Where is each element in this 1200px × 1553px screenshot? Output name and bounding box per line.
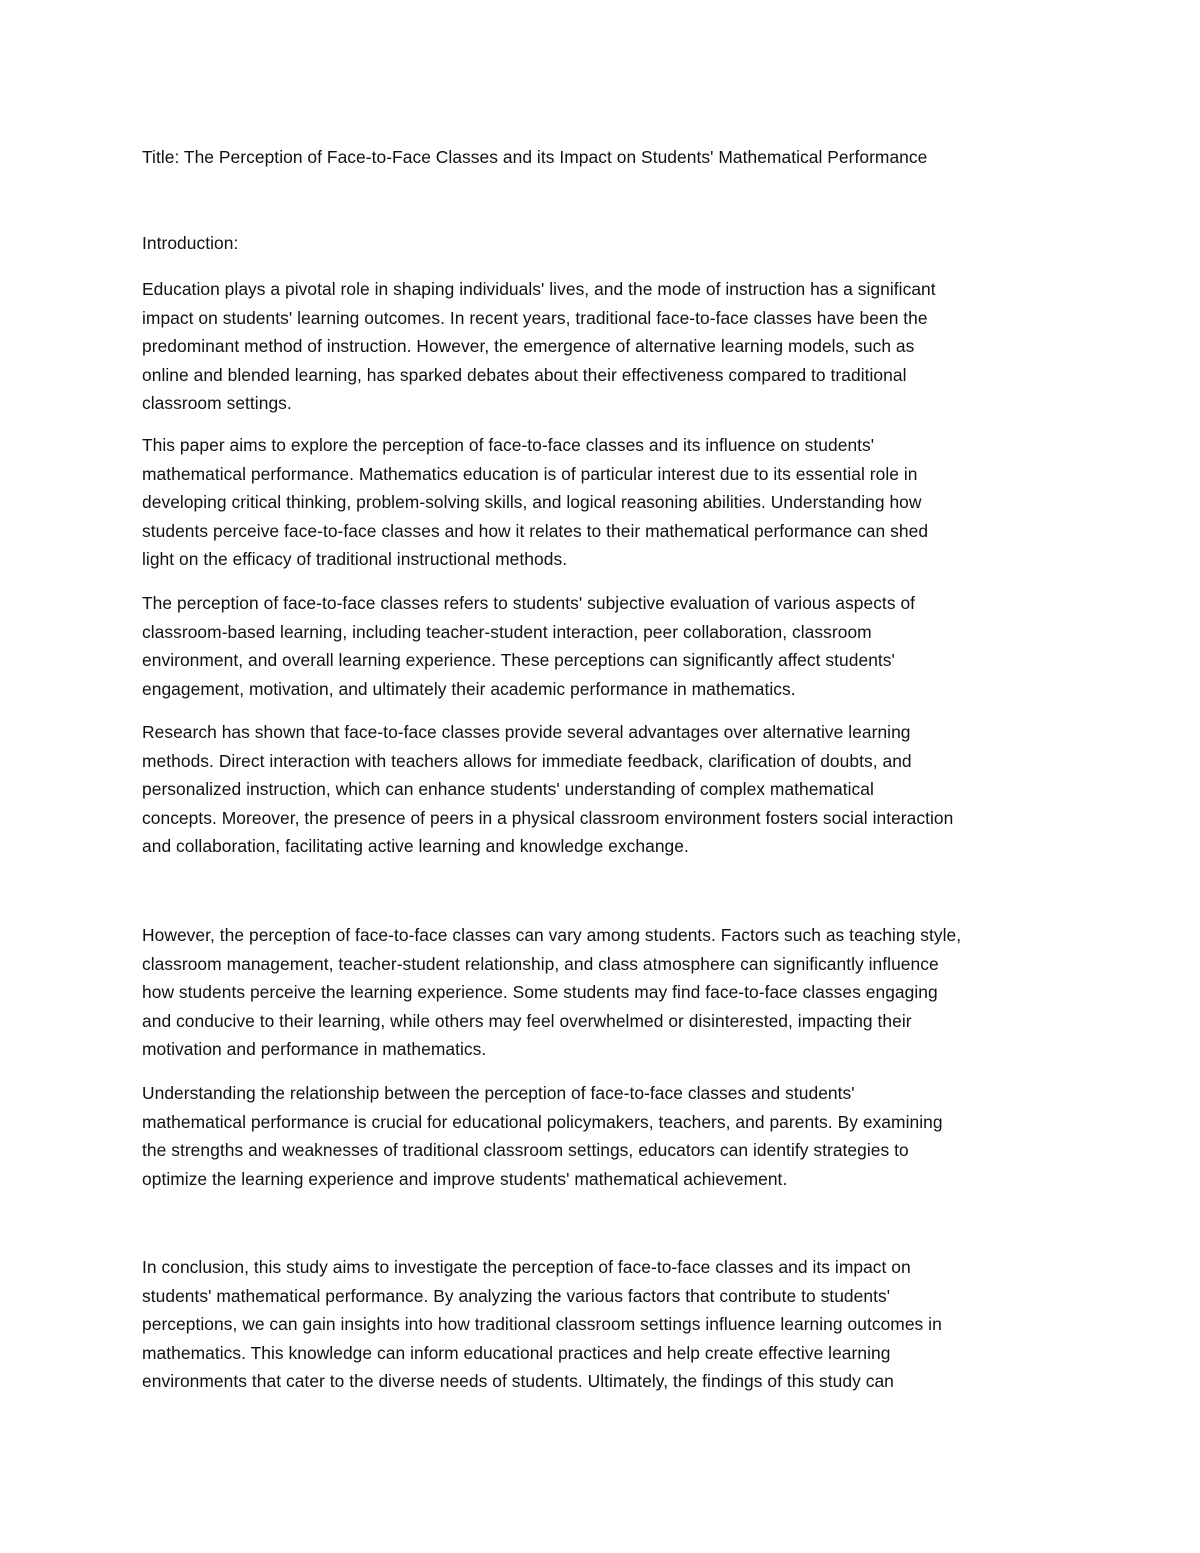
paragraph-line: mathematical performance is crucial for educational policymakers, teachers, and parents. By examining xyxy=(142,1111,943,1132)
paragraph xyxy=(142,1079,1060,1193)
paragraph xyxy=(142,1253,1060,1396)
paragraph-line: engagement, motivation, and ultimately their academic performance in mathematics. xyxy=(142,678,796,699)
introduction-heading-text: Introduction: xyxy=(142,233,239,253)
paragraph-line: classroom-based learning, including teacher-student interaction, peer collaboration, classroom xyxy=(142,621,872,642)
paragraph-line: online and blended learning, has sparked debates about their effectiveness compared to traditional xyxy=(142,364,907,385)
paragraph-line: classroom settings. xyxy=(142,393,292,414)
paragraph-line: Understanding the relationship between the perception of face-to-face classes and students' xyxy=(142,1083,855,1103)
paragraph-line: impact on students' learning outcomes. In recent years, traditional face-to-face classes have been the xyxy=(142,307,928,328)
paragraph xyxy=(142,589,1060,703)
paragraph-line: classroom management, teacher-student relationship, and class atmosphere can significantly influence xyxy=(142,953,939,974)
paragraph-line: developing critical thinking, problem-solving skills, and logical reasoning abilities. Understanding how xyxy=(142,492,922,513)
paragraph-line: mathematical performance. Mathematics education is of particular interest due to its essential role in xyxy=(142,463,918,484)
paragraph-line: This paper aims to explore the perception of face-to-face classes and its influence on students' xyxy=(142,435,875,455)
paragraph-line: students perceive face-to-face classes and how it relates to their mathematical performance can shed xyxy=(142,520,929,541)
paragraph-line: motivation and performance in mathematics. xyxy=(142,1039,487,1060)
paragraph-line: predominant method of instruction. However, the emergence of alternative learning models, such as xyxy=(142,336,915,357)
paragraph-line: Education plays a pivotal role in shaping individuals' lives, and the mode of instruction has a significant xyxy=(142,279,936,299)
paragraph-line: the strengths and weaknesses of traditional classroom settings, educators can identify strategies to xyxy=(142,1140,909,1161)
paragraph-line: methods. Direct interaction with teachers allows for immediate feedback, clarification of doubts, and xyxy=(142,750,912,771)
paragraph-line: how students perceive the learning experience. Some students may find face-to-face classes engaging xyxy=(142,982,938,1003)
introduction-heading xyxy=(142,229,1060,258)
paragraph-line: The perception of face-to-face classes refers to students' subjective evaluation of various aspects of xyxy=(142,593,916,613)
paragraph xyxy=(142,431,1060,574)
paragraph-line: However, the perception of face-to-face classes can vary among students. Factors such as teaching style, xyxy=(142,925,962,945)
paragraph-line: and conducive to their learning, while others may feel overwhelmed or disinterested, impacting their xyxy=(142,1010,912,1031)
paragraph-line: optimize the learning experience and improve students' mathematical achievement. xyxy=(142,1168,788,1189)
document-title-text: Title: The Perception of Face-to-Face Classes and its Impact on Students' Mathematical Performance xyxy=(142,147,928,167)
paragraph-line: mathematics. This knowledge can inform educational practices and help create effective learning xyxy=(142,1342,891,1363)
paragraph-line: students' mathematical performance. By analyzing the various factors that contribute to students' xyxy=(142,1285,891,1306)
paragraph-line: perceptions, we can gain insights into how traditional classroom settings influence learning outcomes in xyxy=(142,1314,942,1335)
document-title xyxy=(142,143,1060,172)
paragraph-line: Research has shown that face-to-face classes provide several advantages over alternative learning xyxy=(142,722,911,742)
paragraph xyxy=(142,718,1060,861)
paragraph-line: In conclusion, this study aims to investigate the perception of face-to-face classes and its impact on xyxy=(142,1257,911,1277)
paragraph-line: and collaboration, facilitating active learning and knowledge exchange. xyxy=(142,836,689,857)
paragraph-line: environment, and overall learning experience. These perceptions can significantly affect students' xyxy=(142,650,895,671)
paragraph-line: concepts. Moreover, the presence of peers in a physical classroom environment fosters social interaction xyxy=(142,807,954,828)
paragraph xyxy=(142,921,1060,1064)
paragraph-line: personalized instruction, which can enhance students' understanding of complex mathematical xyxy=(142,779,874,800)
paragraph xyxy=(142,275,1060,418)
paragraph-line: light on the efficacy of traditional instructional methods. xyxy=(142,549,568,570)
paragraph-line: environments that cater to the diverse needs of students. Ultimately, the findings of this study can xyxy=(142,1371,894,1392)
